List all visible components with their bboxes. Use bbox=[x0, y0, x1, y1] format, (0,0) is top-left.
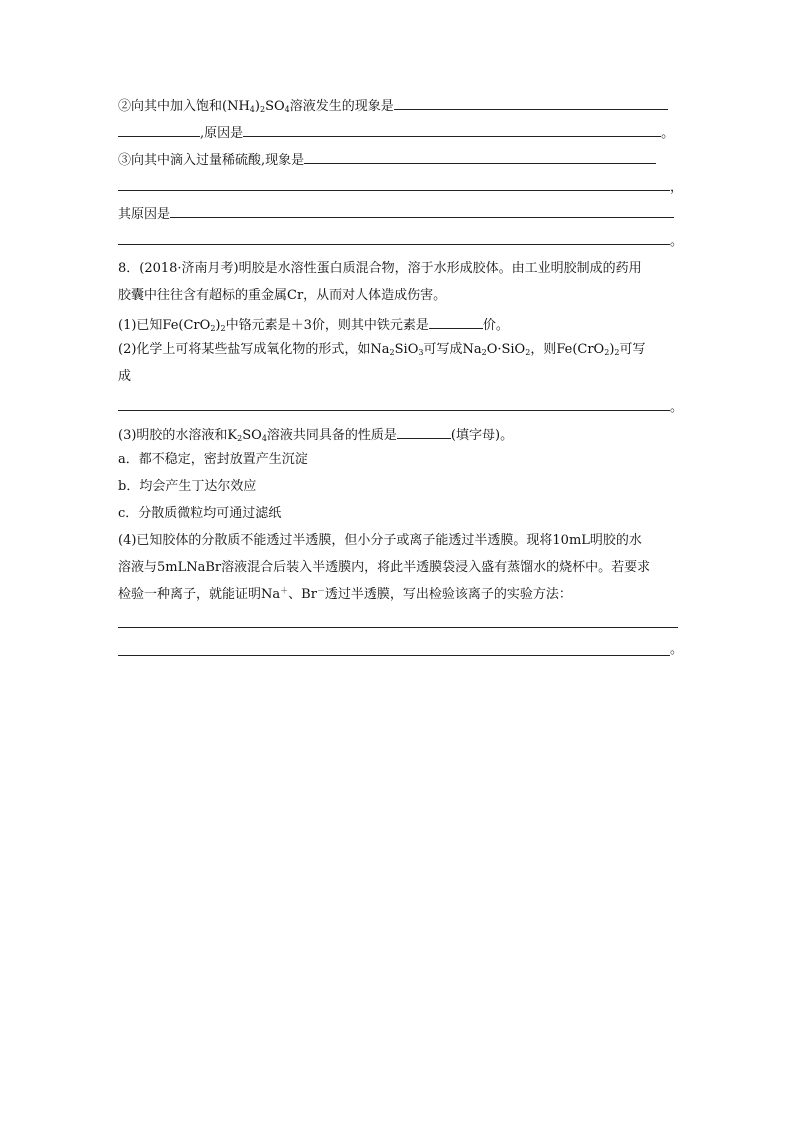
q2-reason-label: ,原因是 bbox=[200, 126, 244, 141]
p3-sub: 2 bbox=[237, 434, 243, 443]
p2-text: 可写成Na bbox=[423, 342, 482, 357]
question-8-intro-line2: 胶囊中往往含有超标的重金属Cr，从而对人体造成伤害。 bbox=[118, 288, 447, 303]
question-3-line bbox=[118, 149, 678, 170]
p2-sub: 2 bbox=[604, 348, 610, 357]
q3-reason-blank-cont[interactable] bbox=[118, 230, 670, 245]
q2-text-mid: ) bbox=[254, 99, 260, 114]
q3-end-mark: 。 bbox=[670, 234, 684, 249]
p4-text: 检验一种离子，就能证明Na bbox=[118, 587, 281, 602]
p3-text: (3)明胶的水溶液和K bbox=[118, 428, 238, 443]
p2-text: ) bbox=[609, 342, 615, 357]
p3-text: 溶液共同具备的性质是 bbox=[266, 428, 397, 443]
p2-end-mark: 。 bbox=[670, 400, 684, 415]
p3-answer-blank[interactable] bbox=[397, 424, 451, 439]
p2-text: SiO bbox=[394, 342, 419, 357]
p2-answer-blank[interactable] bbox=[118, 396, 670, 411]
question-8-part2-answer-line bbox=[118, 396, 684, 417]
q2-sub: 4 bbox=[249, 105, 255, 114]
p3-text: (填字母)。 bbox=[450, 428, 514, 443]
question-3-reason-cont-line bbox=[118, 230, 684, 251]
q3-comma: ， bbox=[670, 180, 684, 195]
p4-text: 、Br bbox=[288, 587, 317, 602]
question-2-line bbox=[118, 95, 678, 116]
p4-sup: － bbox=[316, 586, 325, 595]
p1-sub: 2 bbox=[210, 324, 216, 333]
question-8-part2-cont: 成 bbox=[118, 369, 132, 384]
question-2-reason-line bbox=[118, 122, 678, 143]
p3-sub: 4 bbox=[261, 434, 267, 443]
p2-sub: 3 bbox=[418, 348, 424, 357]
q2-text-so: SO bbox=[265, 99, 285, 114]
p4-end-mark: 。 bbox=[670, 642, 684, 657]
question-8-part1 bbox=[118, 314, 678, 335]
p4-answer-blank-cont[interactable] bbox=[118, 655, 670, 656]
q2-text-tail: 溶液发生的现象是 bbox=[289, 99, 394, 114]
p2-sub: 2 bbox=[614, 348, 620, 357]
q3-reason-label: 其原因是 bbox=[118, 207, 171, 222]
q2-answer-blank-cont[interactable] bbox=[118, 122, 200, 137]
question-8-part4-line2: 溶液与5mLNaBr溶液混合后装入半透膜内，将此半透膜袋浸入盛有蒸馏水的烧杯中。若要求 bbox=[118, 560, 651, 575]
p2-text: (2)化学上可将某些盐写成氧化物的形式，如Na bbox=[118, 342, 390, 357]
p1-text: ) bbox=[215, 318, 221, 333]
p1-sub: 2 bbox=[220, 324, 226, 333]
q3-reason-blank[interactable] bbox=[170, 203, 674, 218]
p2-sub: 2 bbox=[481, 348, 487, 357]
p4-answer-blank[interactable] bbox=[118, 627, 678, 628]
option-a: a．都不稳定，密封放置产生沉淀 bbox=[118, 452, 308, 467]
p1-text: (1)已知Fe(CrO bbox=[118, 318, 211, 333]
q2-reason-blank[interactable] bbox=[243, 122, 661, 137]
q2-text-lead: ②向其中加入饱和(NH bbox=[118, 99, 250, 114]
question-8-part2 bbox=[118, 341, 678, 359]
question-8-part3 bbox=[118, 424, 678, 445]
p1-text: 价。 bbox=[482, 318, 509, 333]
q3-answer-blank[interactable] bbox=[304, 149, 656, 164]
q3-answer-blank-cont[interactable] bbox=[118, 176, 670, 191]
option-c: c．分散质微粒均可通过滤纸 bbox=[118, 506, 282, 521]
p4-text: 透过半透膜，写出检验该离子的实验方法： bbox=[324, 587, 572, 602]
question-3-cont-line bbox=[118, 176, 684, 197]
q2-end-mark: 。 bbox=[661, 126, 675, 141]
p1-text: 中铬元素是＋3价，则其中铁元素是 bbox=[225, 318, 429, 333]
q3-text: ③向其中滴入过量稀硫酸,现象是 bbox=[118, 153, 305, 168]
p1-answer-blank[interactable] bbox=[429, 314, 483, 329]
p2-text: ，则Fe(CrO bbox=[530, 342, 605, 357]
q2-sub: 4 bbox=[284, 105, 290, 114]
p2-sub: 2 bbox=[525, 348, 531, 357]
question-8-part4-line3 bbox=[118, 586, 678, 604]
option-b: b．均会产生丁达尔效应 bbox=[118, 479, 257, 494]
p2-sub: 2 bbox=[389, 348, 395, 357]
q2-answer-blank[interactable] bbox=[394, 95, 668, 110]
q2-sub: 2 bbox=[259, 105, 266, 114]
p4-sup: ＋ bbox=[280, 586, 289, 595]
question-8-part4-line1: (4)已知胶体的分散质不能透过半透膜，但小分子或离子能透过半透膜。现将10mL明胶的水 bbox=[118, 533, 642, 548]
question-3-reason-line bbox=[118, 203, 678, 224]
p3-text: SO bbox=[242, 428, 262, 443]
p2-text: 可写 bbox=[619, 342, 646, 357]
question-8-intro-line1: 8．(2018·济南月考)明胶是水溶性蛋白质混合物，溶于水形成胶体。由工业明胶制成的药用 bbox=[118, 261, 642, 276]
p2-text: O·SiO bbox=[486, 342, 526, 357]
